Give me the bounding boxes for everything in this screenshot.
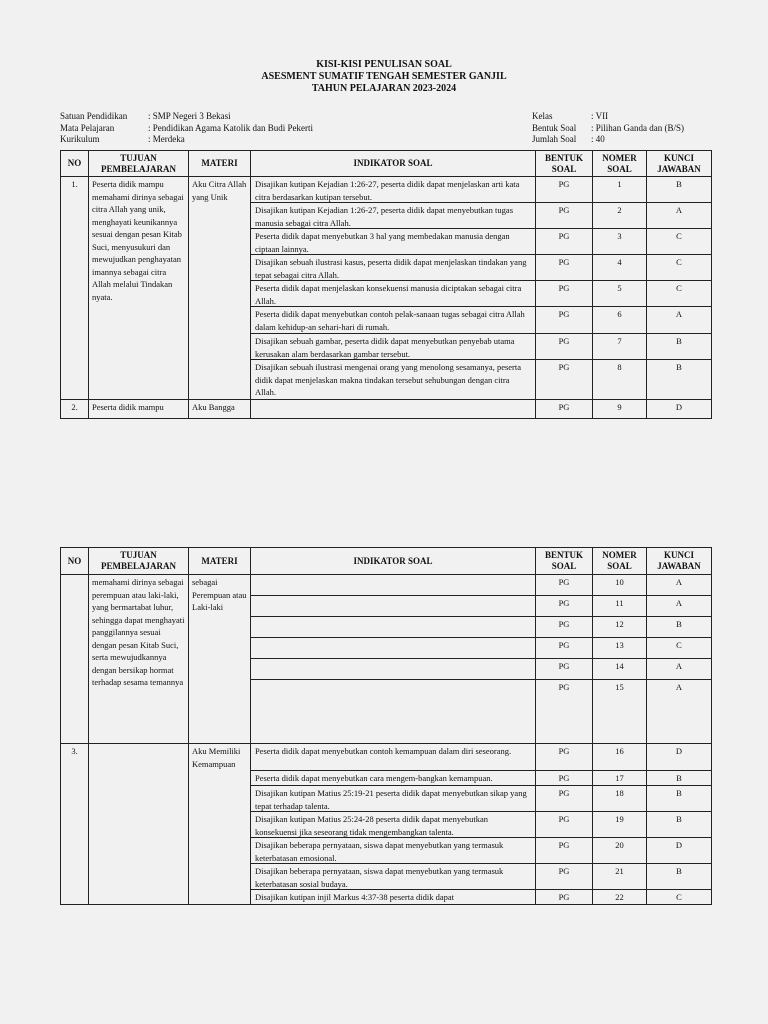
indikator-item: Disajikan sebuah ilustrasi mengenai orang yang menolong sesamanya, peserta didik dapat menjelaskan makna tindakan tersebut sehubungan dengan citra Allah. [255,362,522,397]
nomer-list [593,177,647,400]
kunci-cell: D [647,744,711,771]
info-label: Mata Pelajaran [60,122,115,133]
indikator-item: Peserta didik dapat menjelaskan konsekuensi manusia diciptakan sebagai citra Allah. [251,281,535,307]
kunci-cell: C [647,229,711,255]
bentuk-cell: PG [536,334,592,360]
col-header-kunci: KUNCI JAWABAN [647,548,712,575]
bentuk-cell: PG [536,596,592,617]
indikator-item: Peserta didik dapat menyebutkan contoh kemampuan dalam diri seseorang. [251,744,535,771]
row-tujuan: memahami dirinya sebagai perempuan atau laki-laki, yang bermartabat luhur, sehingga dapat menghayati panggilannya sesuai dengan pesan Kitab Suci, serta mewujudkannya dengan bersikap hormat terhadap sesama temannya [89,575,189,744]
col-header-kunci: KUNCI JAWABAN [647,151,712,177]
kunci-cell: A [647,596,711,617]
row-materi: Aku Memiliki Kemampuan [189,744,251,905]
nomer-cell: 2 [593,203,646,229]
nomer-cell: 4 [593,255,646,281]
bentuk-cell: PG [536,400,593,419]
kunci-cell: A [647,307,711,334]
row-materi: Aku Bangga [189,400,251,419]
nomer-cell: 9 [593,400,647,419]
bentuk-cell: PG [558,682,570,692]
doc-title: KISI-KISI PENULISAN SOAL [316,59,452,70]
nomer-cell: 7 [593,334,646,360]
bentuk-cell: PG [536,744,592,771]
bentuk-cell: PG [536,307,592,334]
row-no: 2. [61,400,89,419]
info-value: : Merdeka [148,134,185,144]
bentuk-cell: PG [536,771,592,786]
kunci-list [647,177,712,400]
col-header-materi: MATERI [189,151,251,177]
kunci-cell: C [647,638,711,659]
col-header-nomer: NOMER SOAL [593,151,647,177]
nomer-cell: 10 [593,575,646,596]
nomer-cell: 6 [593,307,646,334]
indikator-item: Peserta didik dapat menyebutkan contoh pelak-sanaan tugas sebagai citra Allah dalam kehidup-an sehari-hari di rumah. [251,307,535,334]
bentuk-cell: PG [536,617,592,638]
info-value: : VII [591,111,609,121]
bentuk-list [536,575,593,744]
info-label: Kelas [532,111,553,121]
kunci-cell: A [675,682,683,692]
nomer-cell: 20 [593,838,646,864]
row-tujuan [89,744,189,905]
doc-year: TAHUN PELAJARAN 2023-2024 [311,83,457,94]
indikator-item [251,680,535,741]
nomer-cell: 15 [615,682,624,692]
table-row [61,575,712,744]
nomer-cell: 19 [593,812,646,838]
kisi-table-1 [60,150,712,419]
bentuk-cell: PG [536,203,592,229]
bentuk-cell: PG [536,281,592,307]
info-label: Kurikulum [60,134,100,144]
kunci-cell: D [647,838,711,864]
col-header-bentuk: BENTUK SOAL [536,151,593,177]
table-row [61,400,712,419]
bentuk-cell: PG [536,575,592,596]
table-row [61,177,712,400]
kunci-cell: B [647,334,711,360]
kunci-cell: A [647,203,711,229]
col-header-no: NO [61,548,89,575]
indikator-list [251,575,536,744]
table-header-row [61,151,712,177]
indikator-item [251,596,535,617]
nomer-cell: 22 [615,892,624,902]
kunci-list [647,575,712,744]
kunci-cell: B [647,771,711,786]
indikator-item [251,659,535,680]
row-materi: Aku Citra Allah yang Unik [189,177,251,400]
row-no [61,575,89,744]
info-label: Bentuk Soal [532,122,577,133]
indikator-item: Disajikan beberapa pernyataan, siswa dapat menyebutkan yang termasuk keterbatasan sosial budaya. [251,864,535,890]
bentuk-list [536,177,593,400]
kunci-cell: A [647,575,711,596]
col-header-bentuk: BENTUK SOAL [536,548,593,575]
kunci-cell: C [647,255,711,281]
kunci-list [647,744,712,905]
bentuk-cell: PG [536,177,592,203]
indikator-item: Peserta didik dapat menyebutkan 3 hal yang membedakan manusia dengan ciptaan lainnya. [251,229,535,255]
nomer-cell: 1 [593,177,646,203]
kisi-table-2 [60,547,712,905]
indikator-item: Disajikan beberapa pernyataan, siswa dapat menyebutkan yang termasuk keterbatasan emosional. [251,838,535,864]
indikator-item: Disajikan kutipan Kejadian 1:26-27, peserta didik dapat menyebutkan tugas manusia sebagai citra Allah. [251,203,535,229]
kunci-cell: A [647,659,711,680]
table-header-row [61,548,712,575]
nomer-cell: 16 [593,744,646,771]
col-header-tujuan: TUJUAN PEMBELAJARAN [89,548,189,575]
kunci-cell: D [647,400,712,419]
kunci-cell: B [647,617,711,638]
bentuk-cell: PG [536,638,592,659]
row-indikator [251,400,536,419]
indikator-item: Disajikan sebuah ilustrasi kasus, peserta didik dapat menjelaskan tindakan yang tepat sebagai citra Allah. [251,255,535,281]
nomer-cell: 12 [593,617,646,638]
bentuk-list [536,744,593,905]
bentuk-cell: PG [536,864,592,890]
info-label: Satuan Pendidikan [60,111,128,121]
indikator-list [251,744,536,905]
info-value: : 40 [591,134,605,144]
bentuk-cell: PG [558,362,570,372]
kunci-cell: C [647,281,711,307]
indikator-item: Disajikan kutipan Matius 25:24-28 peserta didik dapat menyebutkan konsekuensi jika seseorang tidak mengembangkan talenta. [251,812,535,838]
bentuk-cell: PG [536,255,592,281]
row-no: 3. [61,744,89,905]
indikator-item [251,638,535,659]
indikator-item [251,617,535,638]
col-header-no: NO [61,151,89,177]
kunci-cell: B [647,177,711,203]
nomer-cell: 3 [593,229,646,255]
table-row [61,744,712,905]
kunci-cell: B [647,786,711,812]
nomer-list [593,744,647,905]
kunci-cell: C [676,892,682,902]
row-no: 1. [61,177,89,400]
indikator-item: Disajikan sebuah gambar, peserta didik dapat menyebutkan penyebab utama kerusakan alam berdasarkan gambar tersebut. [251,334,535,360]
kunci-cell: B [647,812,711,838]
col-header-indikator: INDIKATOR SOAL [251,548,536,575]
info-left [60,111,313,146]
indikator-item: Disajikan kutipan injil Markus 4:37-38 peserta didik dapat [255,892,455,902]
bentuk-cell: PG [536,659,592,680]
info-label: Jumlah Soal [532,134,577,144]
info-right [532,111,684,146]
nomer-cell: 11 [593,596,646,617]
bentuk-cell: PG [536,812,592,838]
bentuk-cell: PG [536,229,592,255]
indikator-item: Disajikan kutipan Kejadian 1:26-27, peserta didik dapat menjelaskan arti kata citra berdasarkan kutipan tersebut. [251,177,535,203]
info-value: : Pilihan Ganda dan (B/S) [591,122,684,133]
indikator-item [251,575,535,596]
doc-subtitle: ASESMENT SUMATIF TENGAH SEMESTER GANJIL [261,71,507,82]
row-tujuan: Peserta didik mampu memahami dirinya sebagai citra Allah yang unik, menghayati keunikannya sesuai dengan pesan Kitab Suci, menyusukuri dan mewujudkan penghayatan imannya sebagai citra Allah melalui Tindakan nyata. [89,177,189,400]
nomer-cell: 18 [593,786,646,812]
nomer-cell: 5 [593,281,646,307]
nomer-cell: 13 [593,638,646,659]
info-value: : Pendidikan Agama Katolik dan Budi Pekerti [148,122,313,133]
nomer-cell: 8 [617,362,622,372]
nomer-cell: 21 [593,864,646,890]
col-header-indikator: INDIKATOR SOAL [251,151,536,177]
info-value: : SMP Negeri 3 Bekasi [148,111,231,121]
bentuk-cell: PG [536,838,592,864]
kunci-cell: B [647,864,711,890]
nomer-list [593,575,647,744]
row-materi: sebagai Perempuan atau Laki-laki [189,575,251,744]
indikator-item: Peserta didik dapat menyebutkan cara mengem-bangkan kemampuan. [251,771,535,786]
bentuk-cell: PG [558,892,570,902]
indikator-item: Disajikan kutipan Matius 25:19-21 peserta didik dapat menyebutkan sikap yang tepat terhadap talenta. [251,786,535,812]
nomer-cell: 17 [593,771,646,786]
col-header-materi: MATERI [189,548,251,575]
bentuk-cell: PG [536,786,592,812]
indikator-list [251,177,536,400]
row-tujuan: Peserta didik mampu [89,400,189,419]
col-header-tujuan: TUJUAN PEMBELAJARAN [89,151,189,177]
kunci-cell: B [676,362,682,372]
col-header-nomer: NOMER SOAL [593,548,647,575]
nomer-cell: 14 [593,659,646,680]
